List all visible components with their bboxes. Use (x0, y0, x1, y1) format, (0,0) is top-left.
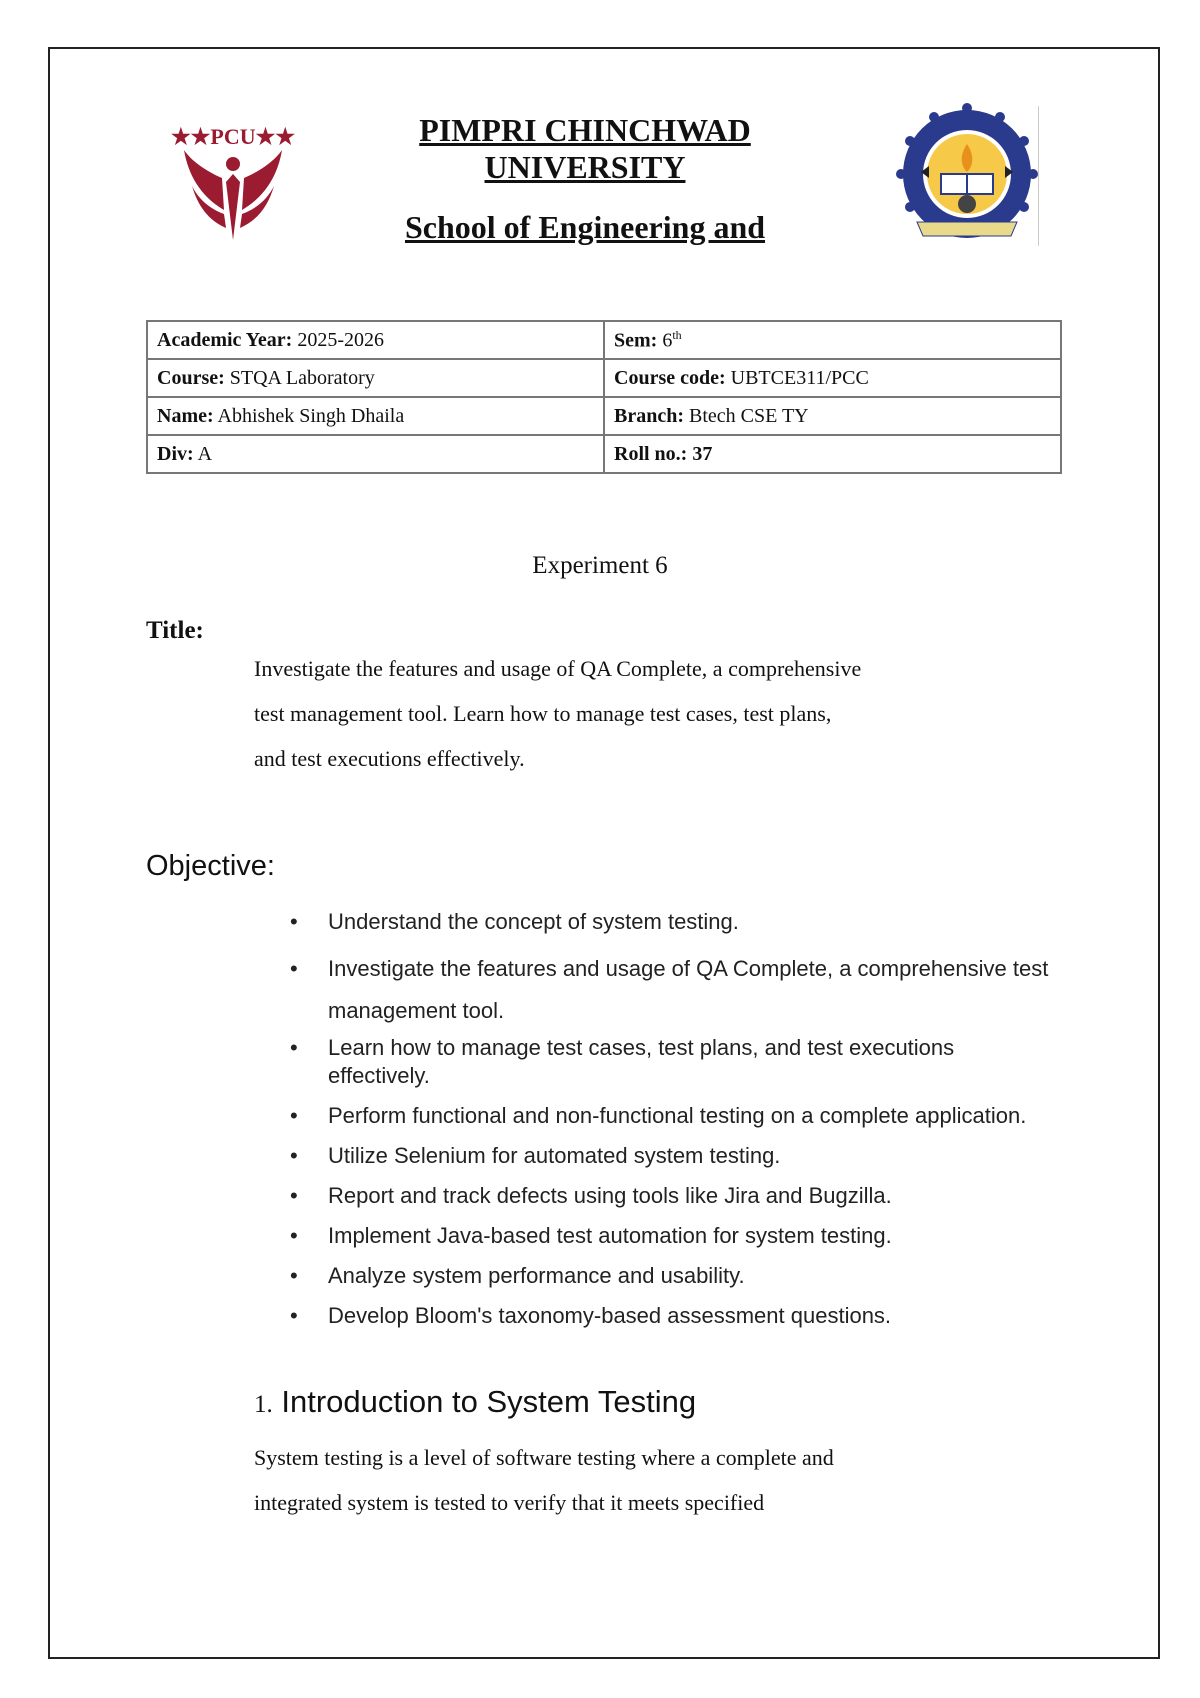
course-label: Course: (157, 366, 225, 389)
list-item: • Report and track defects using tools like Jira and Bugzilla. (290, 1182, 1050, 1210)
branch-cell (604, 397, 1061, 435)
title-label: Title: (146, 617, 204, 644)
list-item: • Develop Bloom's taxonomy-based assessment questions. (290, 1302, 1050, 1330)
list-item: • Investigate the features and usage of QA Complete, a comprehensive test management tool. (290, 948, 1050, 1032)
table-row (147, 321, 1061, 359)
objective-list (290, 908, 1050, 1342)
section-body-line: integrated system is tested to verify that it meets specified (254, 1490, 765, 1515)
list-item: • Understand the concept of system testing. (290, 908, 1050, 936)
section-number: 1. (254, 1391, 273, 1418)
section-body (254, 1435, 974, 1525)
list-item: • Utilize Selenium for automated system testing. (290, 1142, 1050, 1170)
title-line: and test executions effectively. (254, 746, 525, 771)
branch-label: Branch: (614, 404, 684, 427)
pcu-logo-text: ★★PCU★★ (170, 124, 296, 149)
table-row (147, 359, 1061, 397)
div-value: A (197, 442, 213, 465)
experiment-heading: Experiment 6 (532, 552, 668, 579)
sem-cell (604, 321, 1061, 359)
university-line2: UNIVERSITY (484, 149, 686, 185)
name-label: Name: (157, 404, 214, 427)
branch-value: Btech CSE TY (689, 404, 809, 427)
roll-value: 37 (692, 442, 713, 465)
school-name: School of Engineering and (404, 209, 766, 245)
course-cell (147, 359, 604, 397)
list-item: • Learn how to manage test cases, test plans, and test executions effectively. (290, 1034, 1050, 1090)
section-title: Introduction to System Testing (281, 1384, 697, 1419)
university-line1: PIMPRI CHINCHWAD (419, 112, 751, 148)
title-line: test management tool. Learn how to manage test cases, test plans, (254, 701, 832, 726)
list-item: • Implement Java-based test automation for system testing. (290, 1222, 1050, 1250)
list-item: • Perform functional and non-functional testing on a complete application. (290, 1102, 1050, 1130)
title-line: Investigate the features and usage of QA Complete, a comprehensive (254, 656, 862, 681)
sem-label: Sem: (614, 329, 658, 352)
university-seal-logo (892, 106, 1042, 248)
sem-suffix: th (672, 327, 682, 342)
table-row (147, 397, 1061, 435)
academic-year-label: Academic Year: (157, 328, 293, 351)
table-row (147, 435, 1061, 473)
section-heading (254, 1384, 696, 1420)
title-text (254, 646, 954, 781)
university-name (380, 112, 790, 186)
roll-label: Roll no.: (614, 442, 688, 465)
div-label: Div: (157, 442, 194, 465)
div-cell (147, 435, 604, 473)
sem-value: 6 (662, 329, 673, 352)
list-item: • Analyze system performance and usability. (290, 1262, 1050, 1290)
academic-year-value: 2025-2026 (297, 328, 384, 351)
seal-divider (1038, 106, 1039, 246)
section-body-line: System testing is a level of software testing where a complete and (254, 1445, 834, 1470)
academic-year-cell (147, 321, 604, 359)
course-value: STQA Laboratory (229, 366, 375, 389)
course-code-label: Course code: (614, 366, 726, 389)
name-value: Abhishek Singh Dhaila (217, 404, 405, 427)
name-cell (147, 397, 604, 435)
course-code-value: UBTCE311/PCC (730, 366, 869, 389)
course-code-cell (604, 359, 1061, 397)
pcu-logo (170, 122, 296, 252)
roll-cell (604, 435, 1061, 473)
student-info-table (146, 320, 1062, 474)
objective-label: Objective: (146, 850, 275, 882)
